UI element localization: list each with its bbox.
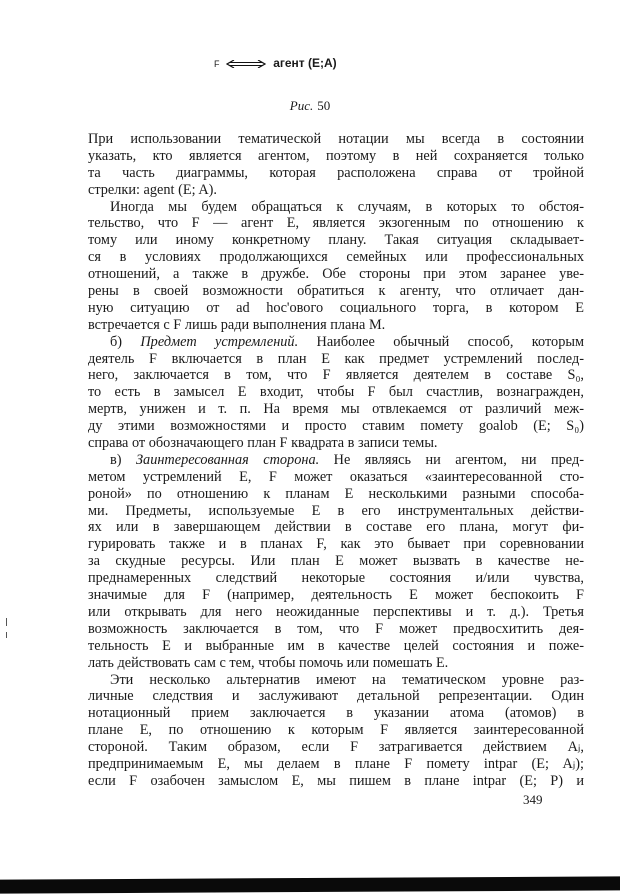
- line-text: встречается с F лишь ради выполнения плана M.: [88, 316, 386, 333]
- text-line: [88, 773, 584, 790]
- line-text: мертв, унижен и т. п. На время мы отвлекаемся от различий меж-: [88, 401, 584, 418]
- figure-left-label: F: [214, 59, 220, 69]
- text-line: [88, 317, 584, 334]
- text-line: [88, 638, 584, 655]
- text-line: [88, 739, 584, 756]
- line-text: деятель F включается в план E как предмет устремлений послед-: [88, 350, 584, 367]
- text-line: [88, 604, 584, 621]
- figure-right-label: агент (E;A): [273, 56, 337, 70]
- line-text: Иногда мы будем обращаться к случаям, в которых то обстоя-: [110, 198, 584, 215]
- list-marker: в): [110, 451, 136, 468]
- scan-mark: [6, 618, 7, 626]
- line-text: ми. Предметы, используемые E в его инструментальных действи-: [88, 502, 584, 519]
- line-text: та часть диаграммы, которая расположена справа от тройной: [88, 164, 584, 181]
- list-marker: б): [110, 333, 141, 350]
- line-text: предпринимаемым E, мы делаем в плане F помету intpar (E; Aⱼ);: [88, 755, 584, 772]
- text-line: [88, 688, 584, 705]
- text-line: [88, 519, 584, 536]
- text-line: [88, 215, 584, 232]
- text-line: [88, 536, 584, 553]
- text-line: [88, 722, 584, 739]
- text-line: [88, 553, 584, 570]
- text-line: [88, 232, 584, 249]
- text-line: [88, 486, 584, 503]
- body-text: [88, 131, 584, 790]
- line-text: личные следствия и заслуживают детальной репрезентации. Один: [88, 688, 584, 705]
- text-line: [88, 131, 584, 148]
- text-line: [88, 621, 584, 638]
- text-line: [88, 401, 584, 418]
- text-line: [88, 300, 584, 317]
- text-line: [88, 672, 584, 689]
- text-line: [88, 756, 584, 773]
- text-line: [88, 266, 584, 283]
- line-text: то есть в замысел E входит, чтобы F был счастлив, вознагражден,: [88, 384, 584, 401]
- text-line: [88, 165, 584, 182]
- text-line: [88, 435, 584, 452]
- line-text: ях или в завершающем действии в составе его плана, могут фи-: [88, 519, 584, 536]
- line-text: нотационный прием заключается в указании атома (атомов) в: [88, 705, 584, 722]
- caption-number: 50: [317, 98, 331, 113]
- line-text: тельность E и выбранные им в качестве целей состояния и поже-: [88, 637, 584, 654]
- text-line: [88, 587, 584, 604]
- line-text: тому или иному конкретному плану. Такая ситуация складывает-: [88, 232, 584, 249]
- line-text: или открывать для него неожиданные перспективы и т. д.). Третья: [88, 603, 584, 620]
- line-text: тельство, что F — агент E, является экзогенным по отношению к: [88, 215, 584, 232]
- line-text: стрелки: agent (E; A).: [88, 181, 217, 198]
- line-text: плане E, по отношению к которым F является заинтересованной: [88, 722, 584, 739]
- line-text: ную ситуацию от ad hoc'ового социального торга, в котором E: [88, 299, 584, 316]
- figure-caption: [0, 98, 620, 114]
- caption-prefix: Рис.: [289, 98, 314, 113]
- line-text: Эти несколько альтернатив имеют на тематическом уровне раз-: [110, 671, 584, 688]
- line-text: указать, кто является агентом, поэтому в ней сохраняется только: [88, 147, 584, 164]
- text-line: [88, 655, 584, 672]
- line-text: за скудные ресурсы. Или план E может вызвать в качестве не-: [88, 553, 584, 570]
- text-line: [88, 199, 584, 216]
- text-line: [88, 283, 584, 300]
- page-number: 349: [523, 792, 543, 807]
- line-text: При использовании тематической нотации мы всегда в состоянии: [88, 131, 584, 147]
- line-text: возможность заключается в том, что F может предвосхитить дея-: [88, 620, 584, 637]
- text-line: [88, 452, 584, 469]
- text-line: [88, 148, 584, 165]
- line-text: ду этими возможностями и просто ставим помету goalob (E; S₀): [88, 418, 584, 435]
- scan-edge-band: [0, 876, 620, 893]
- line-text: Не являясь ни агентом, ни пред-: [319, 451, 584, 468]
- text-line: [88, 469, 584, 486]
- line-text: рены в своей возможности обратиться к агенту, что отличает дан-: [88, 283, 584, 300]
- line-text: лать действовать сам с тем, чтобы помочь или помешать E.: [88, 654, 449, 671]
- text-line: [88, 418, 584, 435]
- line-text: гурировать также и в планах F, как это бывает при соревновании: [88, 536, 584, 553]
- text-line: [88, 351, 584, 368]
- text-line: [88, 384, 584, 401]
- line-text: стороной. Таким образом, если F затрагивается действием Aⱼ,: [88, 739, 584, 756]
- text-line: [88, 249, 584, 266]
- figure-50: [214, 56, 337, 70]
- line-text: если F озабочен замыслом E, мы пишем в плане intpar (E; P) и: [88, 772, 584, 789]
- line-text: метом устремлений E, F может оказаться «заинтересованной сто-: [88, 468, 584, 485]
- text-line: [88, 570, 584, 587]
- line-text: роной» по отношению к планам E несколькими разными способа-: [88, 485, 584, 502]
- text-line: [88, 367, 584, 384]
- line-text: Наиболее обычный способ, которым: [298, 333, 584, 350]
- double-arrow-icon: [226, 60, 266, 68]
- line-text: преднамеренных следствий некоторые состояния и/или чувства,: [88, 570, 584, 587]
- text-line: [88, 503, 584, 520]
- line-text: справа от обозначающего план F квадрата в записи темы.: [88, 435, 438, 452]
- text-line: [88, 705, 584, 722]
- line-text: ся в условиях продолжающихся семейных или профессиональных: [88, 249, 584, 266]
- scan-mark: [6, 632, 7, 638]
- text-line: [88, 182, 584, 199]
- section-heading-italic: Заинтересованная сторона.: [135, 451, 320, 468]
- line-text: отношений, а также в дружбе. Обе стороны при этом заранее уве-: [88, 266, 584, 283]
- line-text: значимые для F (например, деятельность E может беспокоить F: [88, 587, 584, 604]
- line-text: него, заключается в том, что F является деятелем в составе S₀,: [88, 367, 584, 384]
- text-line: [88, 334, 584, 351]
- section-heading-italic: Предмет устремлений.: [140, 333, 299, 350]
